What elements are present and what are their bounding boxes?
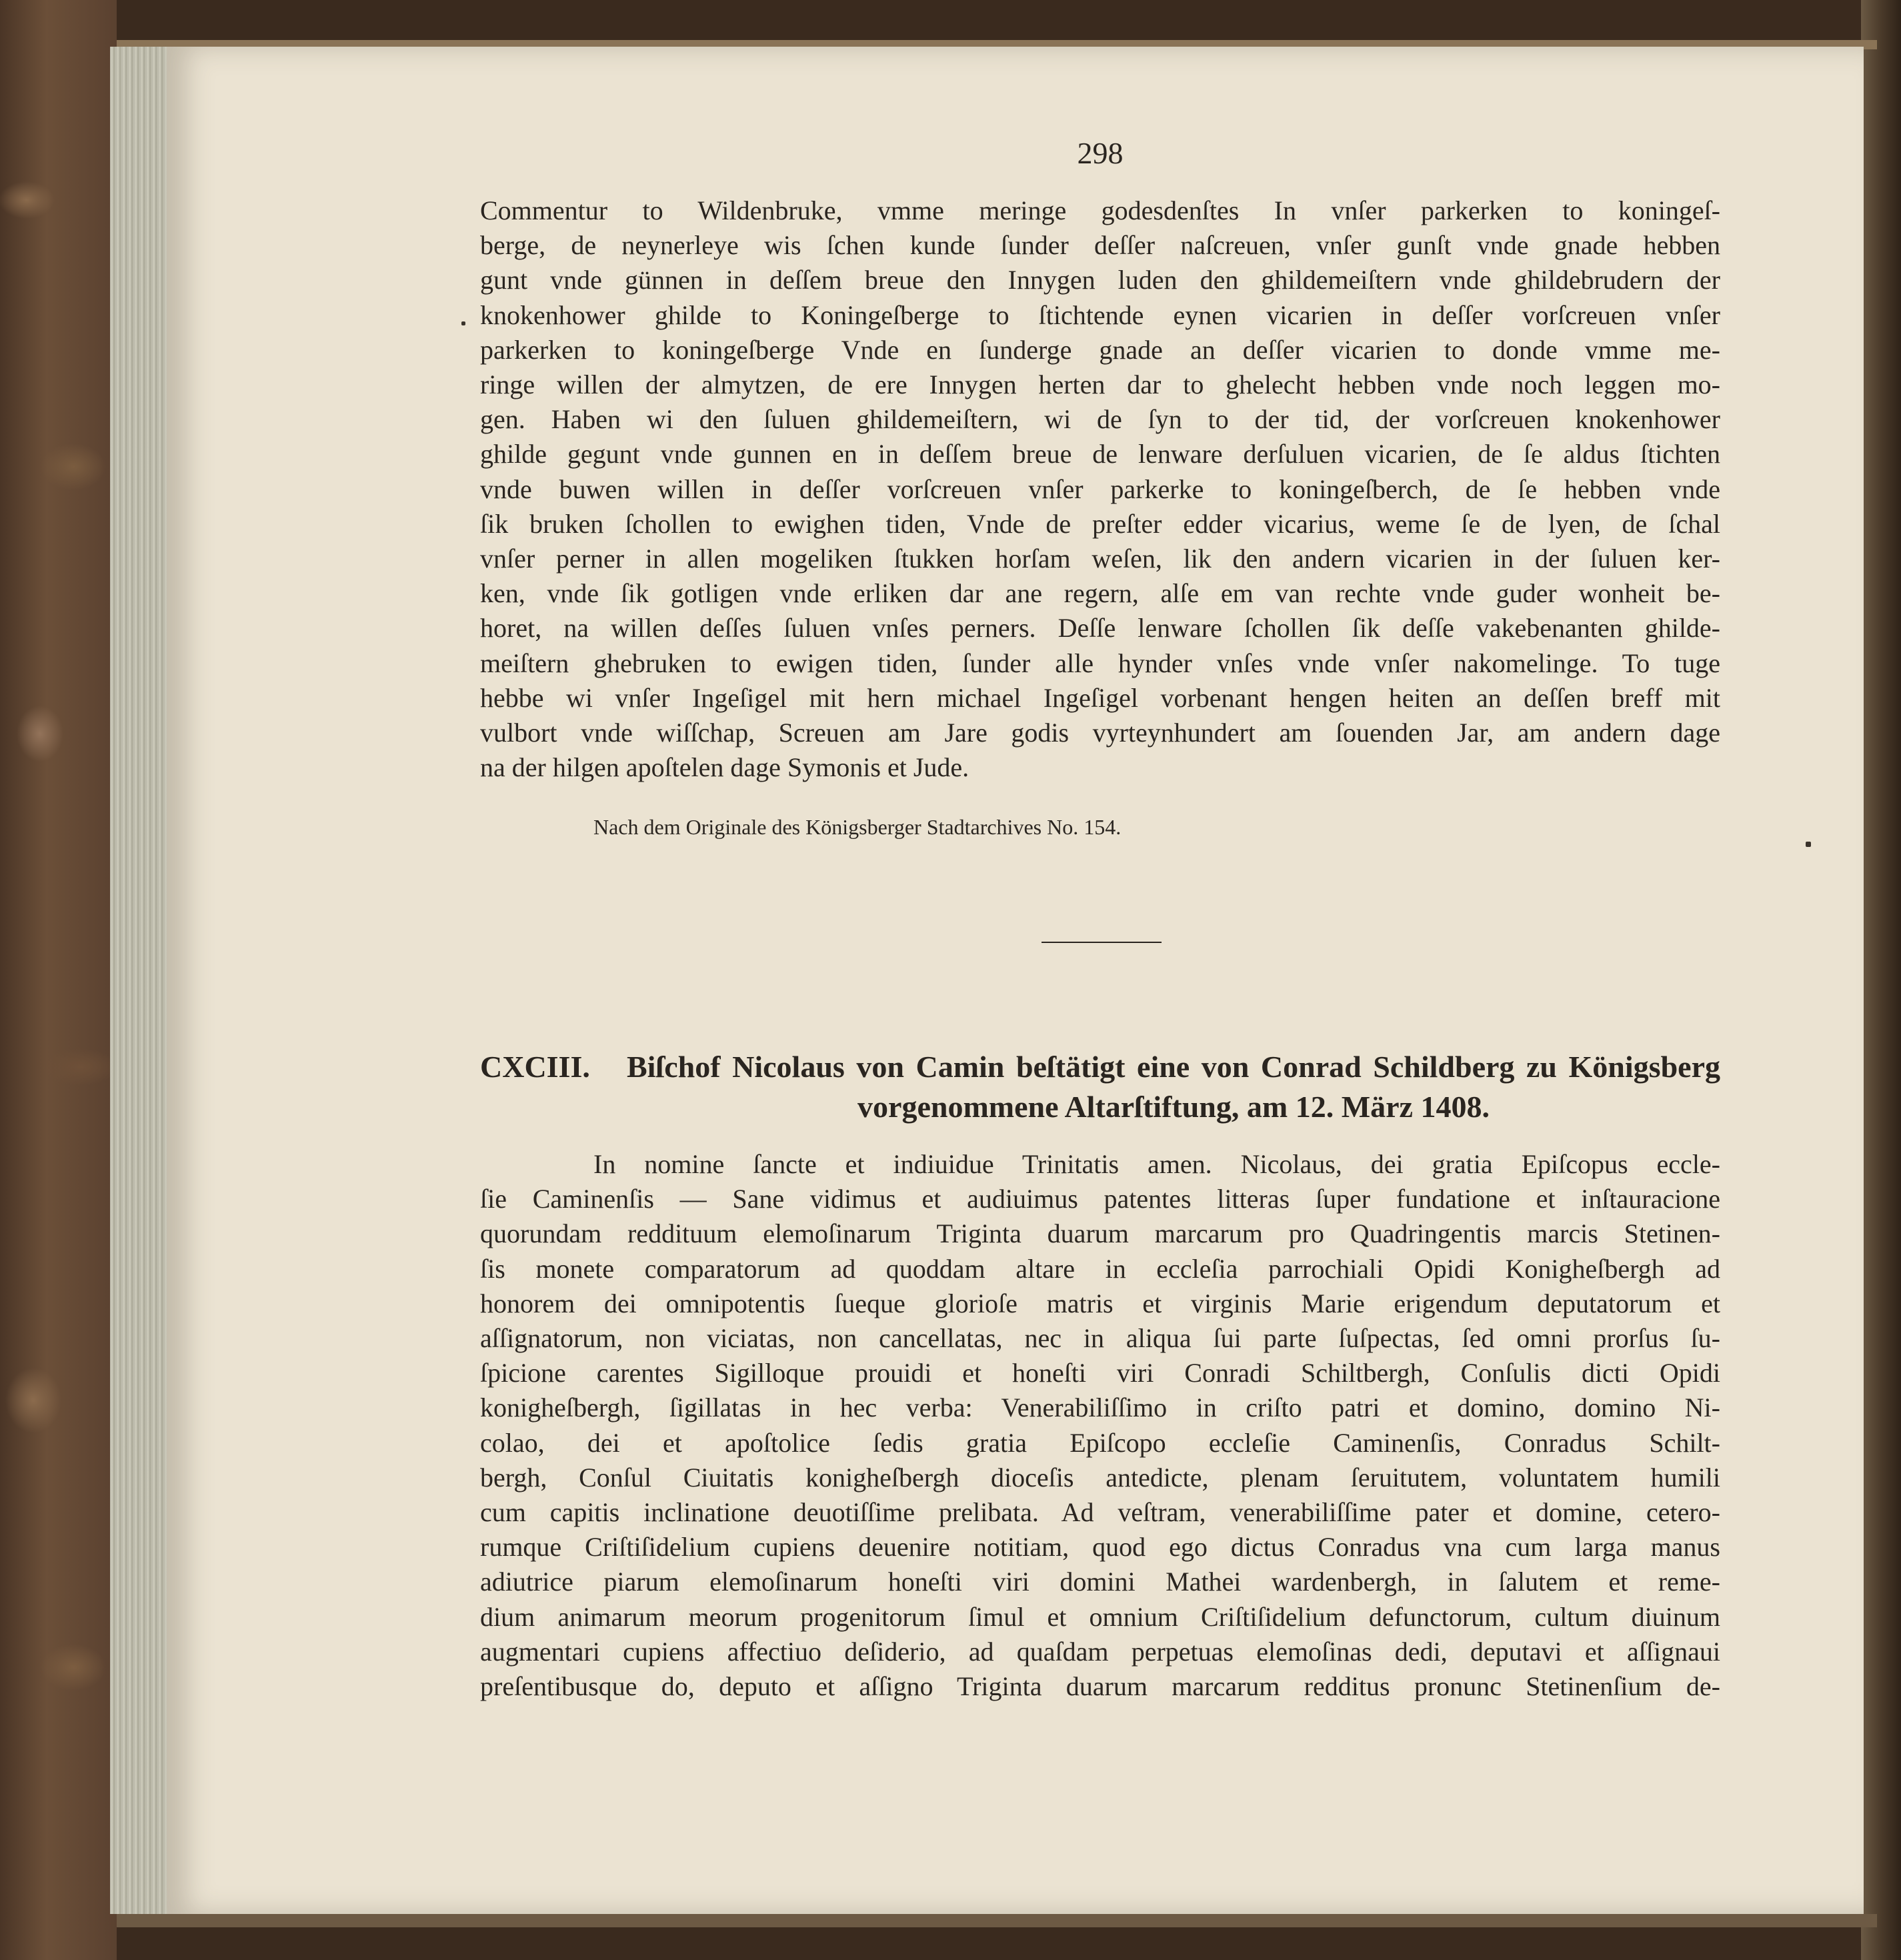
source-note: Nach dem Originale des Königsberger Stadtarchives No. 154. (593, 815, 1122, 839)
text-line: na der hilgen apoſtelen dage Symonis et Jude. (480, 752, 970, 783)
heading-title-line2: vorgenommene Altarſtiftung, am 12. März 1408. (857, 1090, 1490, 1124)
ink-speck (1806, 842, 1811, 847)
text-line: ringe willen der almytzen, de ere Innygen herten dar to ghelecht hebben vnde noch leggen mo- (480, 369, 1720, 400)
text-line: adiutrice piarum elemoſinarum honeſti viri domini Mathei wardenbergh, in ſalutem et reme- (480, 1567, 1720, 1597)
text-line: vnſer perner in allen mogeliken ſtukken horſam weſen, lik den andern vicarien in der ſuluen ker- (480, 544, 1720, 574)
text-line: aſſignatorum, non viciatas, non cancellatas, nec in aliqua ſui parte ſuſpectas, ſed omni prorſus ſu- (480, 1323, 1720, 1354)
book-right-edge (1861, 0, 1901, 1960)
text-line: gunt vnde günnen in deſſem breue den Innygen luden den ghildemeiſtern vnde ghildebrudern der (480, 265, 1720, 295)
page-number: 298 (1077, 136, 1124, 170)
text-line: quorundam reddituum elemoſinarum Triginta duarum marcarum pro Quadringentis marcis Stetinen- (480, 1218, 1720, 1249)
text-line: horet, na willen deſſes ſuluen vnſes perners. Deſſe lenware ſchollen ſik deſſe vakebenanten ghilde- (480, 613, 1720, 644)
text-line: ſpicione carentes Sigilloque prouidi et honeſti viri Conradi Schiltbergh, Conſulis dicti Opidi (480, 1358, 1720, 1388)
text-line: rumque Criſtiſidelium cupiens deuenire notitiam, quod ego dictus Conradus vna cum larga manus (480, 1532, 1720, 1563)
text-line: honorem dei omnipotentis ſueque glorioſe matris et virginis Marie erigendum deputatorum et (480, 1288, 1720, 1318)
section-divider (1042, 942, 1162, 943)
text-line: gen. Haben wi den ſuluen ghildemeiſtern, wi de ſyn to der tid, der vorſcreuen knokenhower (480, 404, 1720, 435)
text-line: vnde buwen willen in deſſer vorſcreuen vnſer parkerke to koningeſberch, de ſe hebben vnde (480, 473, 1720, 504)
heading-title-line1: Biſchof Nicolaus von Camin beſtätigt eine von Conrad Schildberg zu Königsberg (627, 1050, 1720, 1084)
text-line: cum capitis inclinatione deuotiſſime prelibata. Ad veſtram, venerabiliſſime pater et domine, cetero- (480, 1497, 1720, 1528)
text-line: dium animarum meorum progenitorum ſimul et omnium Criſtiſidelium defunctorum, cultum diuinum (480, 1601, 1720, 1632)
heading-number: CXCIII. (480, 1050, 590, 1084)
paragraph-low-german (480, 193, 1720, 785)
text-line: berge, de neynerleye wis ſchen kunde ſunder deſſer naſcreuen, vnſer gunſt vnde gnade hebben (480, 230, 1720, 261)
document-heading (480, 1047, 1720, 1127)
text-line: ken, vnde ſik gotligen vnde erliken dar ane regern, alſe em van rechte vnde guder wonheit be- (480, 578, 1720, 609)
text-line: ſik bruken ſchollen to ewighen tiden, Vnde de preſter edder vicarius, weme ſe de lyen, de ſchal (480, 508, 1720, 539)
text-line: preſentibusque do, deputo et aſſigno Triginta duarum marcarum redditus pronunc Stetinenſium de- (480, 1671, 1720, 1702)
text-line: vulbort vnde wiſſchap, Screuen am Jare godis vyrteynhundert am ſouenden Jar, am andern dage (480, 718, 1720, 748)
text-line: hebbe wi vnſer Ingeſigel mit hern michael Ingeſigel vorbenant hengen heiten an deſſen breff mit (480, 682, 1720, 713)
text-line: parkerken to koningeſberge Vnde en ſunderge gnade an deſſer vicarien to donde vmme me- (480, 334, 1720, 365)
text-line: ghilde gegunt vnde gunnen en in deſſem breue de lenware derſuluen vicarien, de ſe aldus ſtichten (480, 439, 1720, 469)
ink-speck (461, 321, 465, 325)
text-line: ſis monete comparatorum ad quoddam altare in eccleſia parrochiali Opidi Konigheſbergh ad (480, 1253, 1720, 1284)
text-line: konigheſbergh, ſigillatas in hec verba: Venerabiliſſimo in criſto patri et domino, domino Ni- (480, 1392, 1720, 1423)
text-line: In nomine ſancte et indiuidue Trinitatis amen. Nicolaus, dei gratia Epiſcopus eccle- (593, 1149, 1720, 1179)
text-line: augmentari cupiens affectiuo deſiderio, ad quaſdam perpetuas elemoſinas dedi, deputavi et aſſignaui (480, 1636, 1720, 1667)
text-line: ſie Caminenſis — Sane vidimus et audiuimus patentes litteras ſuper fundatione et inſtauracione (480, 1184, 1720, 1214)
marbled-book-cover (0, 0, 117, 1960)
text-line: meiſtern ghebruken to ewigen tiden, ſunder alle hynder vnſes vnde vnſer nakomelinge. To tuge (480, 648, 1720, 678)
paragraph-latin (480, 1147, 1720, 1704)
text-line: knokenhower ghilde to Koningeſberge to ſtichtende eynen vicarien in deſſer vorſcreuen vnſer (480, 299, 1720, 330)
book-bottom-edge (117, 1914, 1877, 1927)
text-line: Commentur to Wildenbruke, vmme meringe godesdenſtes In vnſer parkerken to koningeſ- (480, 195, 1720, 225)
text-line: bergh, Conſul Ciuitatis konigheſbergh dioceſis antedicte, plenam ſeruitutem, voluntatem humili (480, 1462, 1720, 1493)
text-line: colao, dei et apoſtolice ſedis gratia Epiſcopo eccleſie Caminenſis, Conradus Schilt- (480, 1427, 1720, 1458)
